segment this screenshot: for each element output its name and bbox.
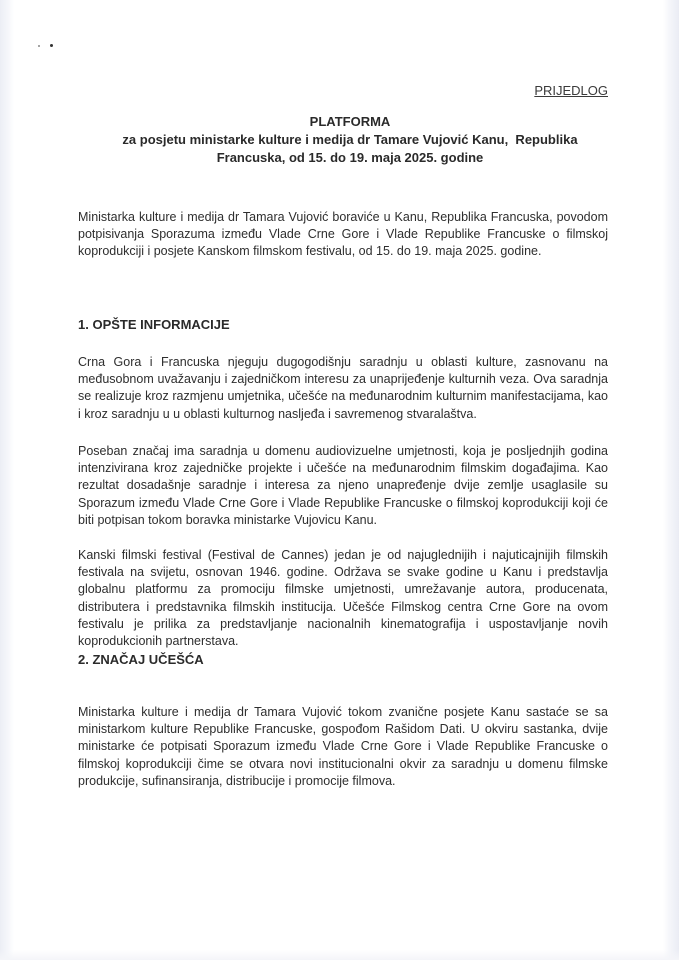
intro-paragraph: Ministarka kulture i medija dr Tamara Vujović boraviće u Kanu, Republika Francuska, povodom potpisivanja Sporazuma između Vlade Crne Gore i Vlade Republike Francuske o filmskoj koprodukciji i posjete Kanskom filmskom festivalu, od 15. do 19. maja 2025. godine. [78,210,608,259]
scan-shadow-left [0,0,14,960]
document-title-block [60,113,640,167]
section-heading-significance: 2. ZNAČAJ UČEŠĆA [78,652,204,667]
paragraph-cannes-festival: Kanski filmski festival (Festival de Cannes) jedan je od najuglednijih i najuticajnijih filmskih festivala na svijetu, osnovan 1946. godine. Održava se svake godine u Kanu i predstavlja globalnu platformu za promociju filmske umjetnosti, umrežavanje autora, producenata, distributera i predstavnika filmskih institucija. Učešće Filmskog centra Crne Gore na ovom festivalu je prilika za predstavljanje nacionalnih kinematografija i uspostavljanje novih koprodukcionih partnerstava. [78,548,608,649]
document-subtitle-line-2: Francuska, od 15. do 19. maja 2025. godine [216,150,484,165]
section-heading-general-info: 1. OPŠTE INFORMACIJE [78,317,230,332]
document-subtitle-line-1: za posjetu ministarke kulture i medija dr Tamare Vujović Kanu, Republika [122,132,578,147]
scan-dot-icon [38,45,40,47]
proposal-label: PRIJEDLOG [534,83,608,98]
scan-shadow-bottom [0,950,679,960]
paragraph-ministers-meeting: Ministarka kulture i medija dr Tamara Vujović tokom zvanične posjete Kanu sastaće se sa ministarkom kulture Republike Francuske, gospođom Rašidom Dati. U okviru sastanka, dvije ministarke će potpisati Sporazum između Vlade Crne Gore i Vlade Republike Francuske o filmskoj koprodukciji čime se otvara novi institucionalni okvir za saradnju u domenu filmske produkcije, sufinansiranja, distribucije i promocije filmova. [78,705,608,788]
scan-dot-icon [50,44,53,47]
paragraph-cooperation: Crna Gora i Francuska njeguju dugogodišnju saradnju u oblasti kulture, zasnovanu na međusobnom uvažavanju i zajedničkom interesu za unaprijeđenje kulturnih veza. Ova saradnja se realizuje kroz razmjenu umjetnika, učešće na međunarodnim kulturnim manifestacijama, kao i kroz saradnju u u oblasti kulturnog nasljeđa i savremenog stvaralaštva. [78,355,608,421]
document-title: PLATFORMA [309,114,391,129]
scan-artifact-mark [38,43,63,49]
scan-shadow-right [663,0,679,960]
paragraph-audiovisual: Poseban značaj ima saradnja u domenu audiovizuelne umjetnosti, koja je posljednjih godina intenzivirana kroz zajedničke projekte i učešće na međunarodnim filmskim događajima. Kao rezultat dosadašnje saradnje i interesa za njeno unapređenje dvije zemlje usaglasile su Sporazum između Vlade Crne Gore i Vlade Republike Francuske o filmskoj koprodukciji koji će biti potpisan tokom boravka ministarke Vujovicu Kanu. [78,444,608,527]
